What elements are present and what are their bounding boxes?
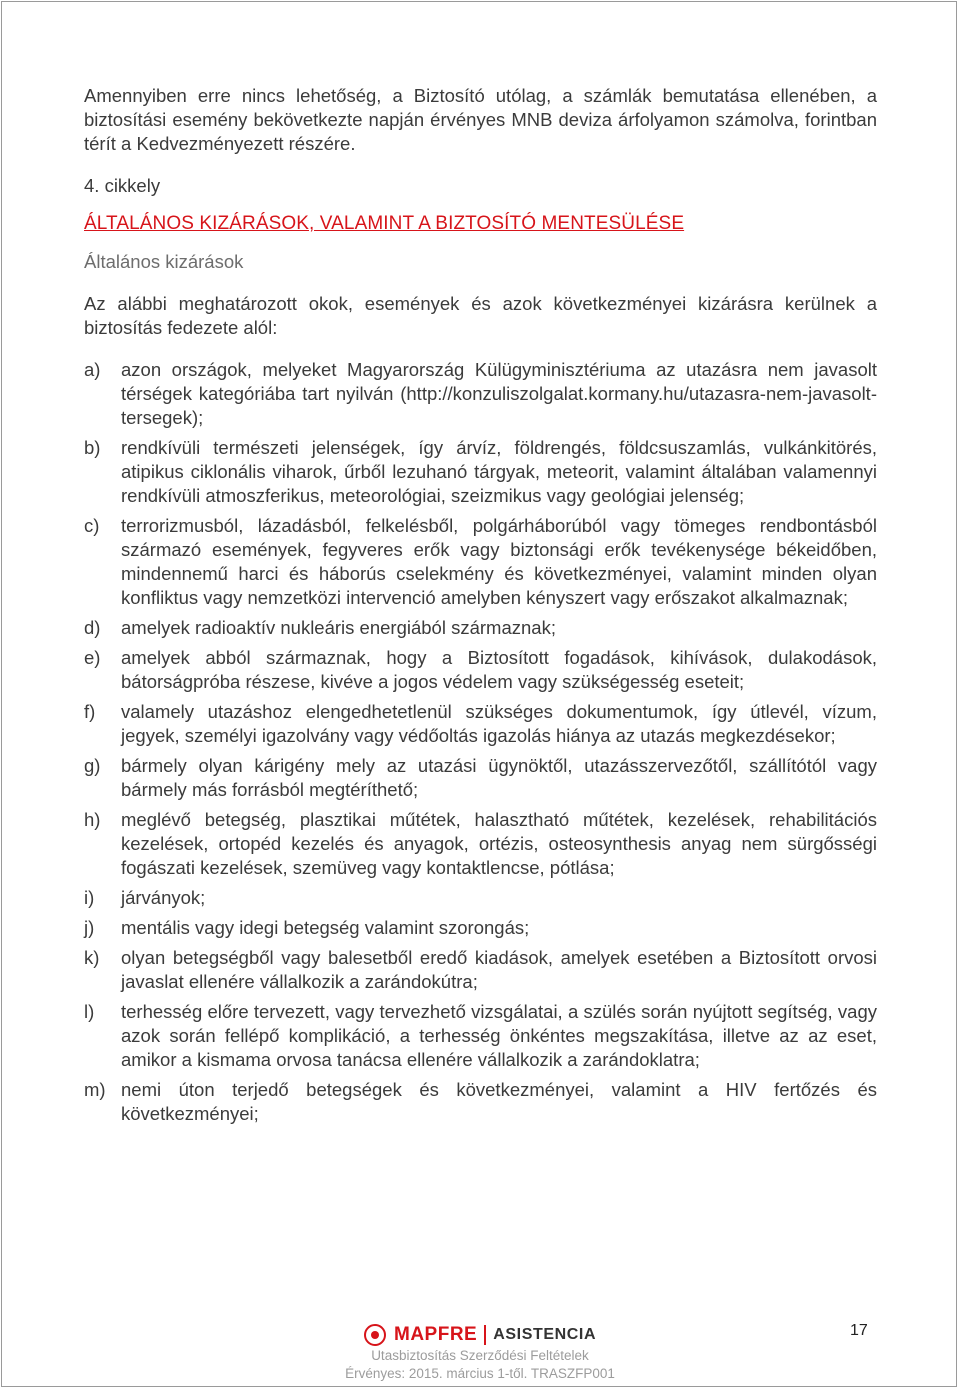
list-item-text: mentális vagy idegi betegség valamint szorongás; — [121, 917, 530, 938]
list-item-text: valamely utazáshoz elengedhetetlenül szükséges dokumentumok, így útlevél, vízum, jegyek, személyi igazolvány vagy védőoltás igazolás hiánya az utazás megkezdésekor; — [121, 701, 877, 746]
list-item-letter: a) — [84, 359, 101, 380]
list-item — [84, 436, 877, 508]
logo-divider — [484, 1325, 486, 1345]
logo-brand-sub: ASISTENCIA — [493, 1326, 597, 1343]
mapfre-logo-icon — [364, 1324, 386, 1346]
list-item-text: amelyek abból származnak, hogy a Biztosított fogadások, kihívások, dulakodások, bátorságpróba részese, kivéve a jogos védelem vagy szükségesség eseteit; — [121, 647, 877, 692]
list-item-text: bármely olyan kárigény mely az utazási ügynöktől, utazásszervezőtől, szállítótól vagy bármely más forrásból megtéríthető; — [121, 755, 877, 800]
list-item-text: azon országok, melyeket Magyarország Külügyminisztériuma az utazásra nem javasolt térségek kategóriába tart nyilván (http://konzuliszolgalat.kormany.hu/utazasra-nem-javasolt-tersegek); — [121, 359, 877, 428]
page-number: 17 — [850, 1322, 868, 1339]
list-item-letter: i) — [84, 887, 95, 908]
list-item-text: járványok; — [121, 887, 206, 908]
list-item-letter: m) — [84, 1079, 106, 1100]
section-subheading: Általános kizárások — [84, 251, 244, 272]
article-number: 4. cikkely — [84, 175, 161, 196]
list-item-letter: k) — [84, 947, 100, 968]
list-item-letter: l) — [84, 1001, 95, 1022]
list-item-text: terhesség előre tervezett, vagy tervezhető vizsgálatai, a szülés során nyújtott segítség, vagy azok során fellépő komplikáció, a terhesség önkéntes megszakítása, illetve az az eset, amikor a kismama orvosa tanácsa ellenére vállalkozik a zarándoklatra; — [121, 1001, 877, 1070]
list-item — [84, 808, 877, 880]
list-item-letter: e) — [84, 647, 101, 668]
section-heading: ÁLTALÁNOS KIZÁRÁSOK, VALAMINT A BIZTOSÍTÓ MENTESÜLÉSE — [84, 213, 685, 234]
list-item-letter: g) — [84, 755, 101, 776]
list-item — [84, 358, 877, 430]
footer-validity: Érvényes: 2015. március 1-től. TRASZFP001 — [345, 1366, 615, 1381]
list-item-text: rendkívüli természeti jelenségek, így árvíz, földrengés, földcsuszamlás, vulkánkitörés, atipikus ciklonális viharok, űrből lezuhanó tárgyak, meteorit, valamint általában valamennyi rendkívüli atmoszferikus, meteorológiai, szeizmikus vagy geológiai jelenség; — [121, 437, 877, 506]
list-item — [84, 646, 877, 694]
list-item-text: amelyek radioaktív nukleáris energiából származnak; — [121, 617, 556, 638]
list-item — [84, 616, 877, 640]
list-item — [84, 1078, 877, 1126]
lead-paragraph: Az alábbi meghatározott okok, események és azok következményei kizárásra kerülnek a biztosítás fedezete alól: — [84, 293, 877, 338]
intro-paragraph: Amennyiben erre nincs lehetőség, a Biztosító utólag, a számlák bemutatása ellenében, a biztosítási esemény bekövetkezte napján érvényes MNB deviza árfolyamon számolva, forintban térít a Kedvezményezett részére. — [84, 85, 877, 154]
list-item-letter: f) — [84, 701, 96, 722]
list-item — [84, 946, 877, 994]
list-item-letter: j) — [84, 917, 95, 938]
exclusions-list — [84, 358, 877, 1126]
logo-brand: MAPFRE — [394, 1324, 478, 1345]
list-item-text: nemi úton terjedő betegségek és következményei, valamint a HIV fertőzés és következményei; — [121, 1079, 877, 1124]
list-item — [84, 700, 877, 748]
list-item-text: terrorizmusból, lázadásból, felkelésből, polgárháborúból vagy tömeges rendbontásból származó események, fegyveres erők vagy biztonsági erők tevékenysége békeidőben, mindennemű harci és háborús cselekmény és következményei, valamint minden olyan konfliktus vagy nemzetközi intervenció amelyben kényszert vagy erőszakot alkalmaznak; — [121, 515, 877, 608]
list-item — [84, 514, 877, 610]
list-item — [84, 754, 877, 802]
list-item-letter: h) — [84, 809, 101, 830]
mapfre-logo — [364, 1322, 596, 1348]
list-item — [84, 1000, 877, 1072]
list-item — [84, 916, 877, 940]
footer-doc-title: Utasbiztosítás Szerződési Feltételek — [371, 1348, 589, 1363]
document-body — [84, 84, 877, 1132]
list-item-letter: c) — [84, 515, 100, 536]
list-item-letter: b) — [84, 437, 101, 458]
list-item-text: olyan betegségből vagy balesetből eredő kiadások, amelyek esetében a Biztosított orvosi javaslat ellenére vállalkozik a zarándokútra; — [121, 947, 877, 992]
list-item-letter: d) — [84, 617, 101, 638]
list-item-text: meglévő betegség, plasztikai műtétek, halasztható műtétek, kezelések, rehabilitációs kezelések, ortopéd kezelés és anyagok, ortézis, osteosynthesis anyag nem sürgősségi fogászati kezelések, szemüveg vagy kontaktlencse, pótlása; — [121, 809, 877, 878]
list-item — [84, 886, 877, 910]
